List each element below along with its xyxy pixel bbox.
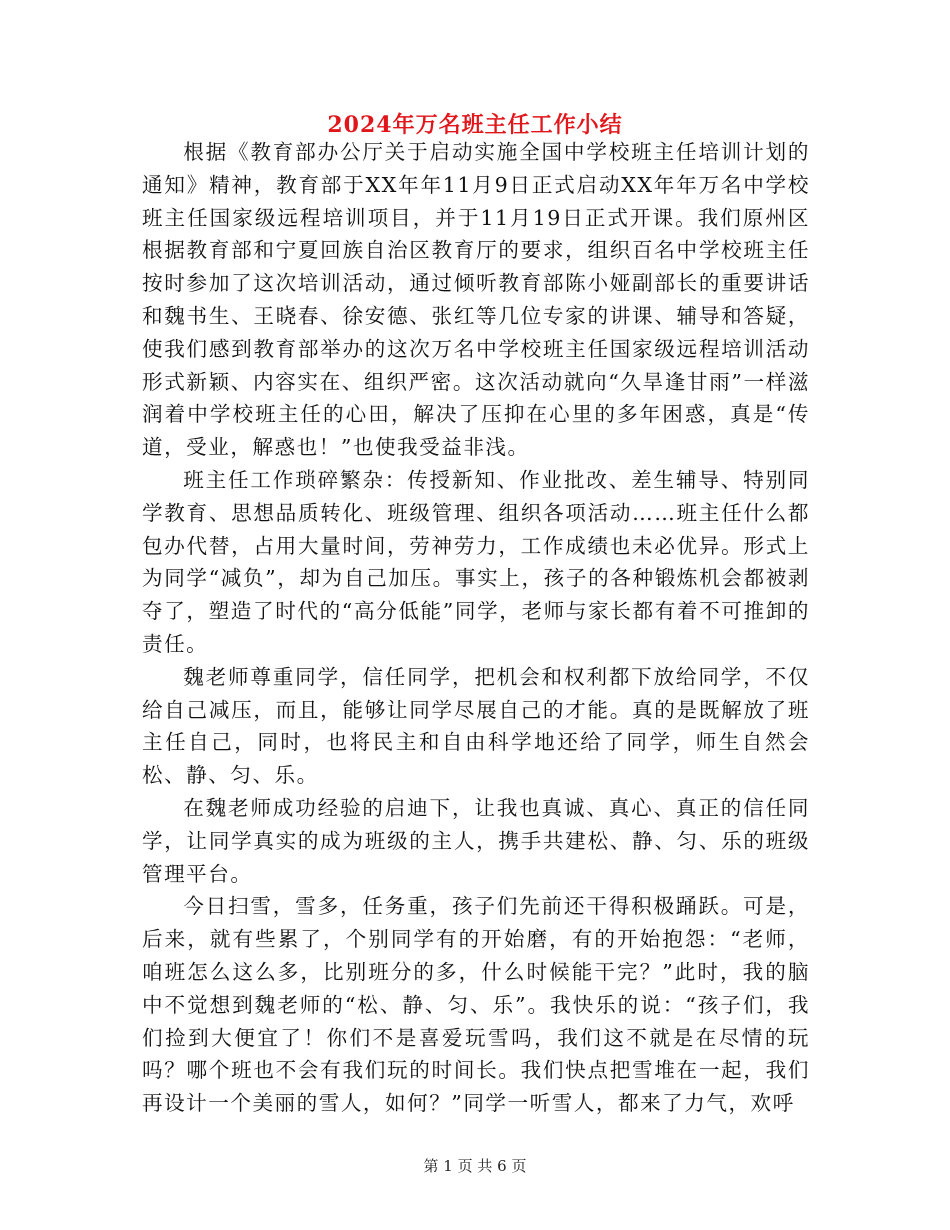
document-title: 2024年万名班主任工作小结 [327, 112, 623, 138]
paragraph-4: 在魏老师成功经验的启迪下，让我也真诚、真心、真正的信任同学，让同学真实的成为班级的主人，携手共建松、静、匀、乐的班级管理平台。 [142, 795, 810, 886]
document-body [142, 136, 810, 1120]
paragraph-2: 班主任工作琐碎繁杂：传授新知、作业批改、差生辅导、特别同学教育、思想品质转化、班级管理、组织各项活动……班主任什么都包办代替，占用大量时间，劳神劳力，工作成绩也未必优异。形式上为同学“减负”，却为自己加压。事实上，孩子的各种锻炼机会都被剥夺了，塑造了时代的“高分低能”同学，老师与家长都有着不可推卸的责任。 [142, 467, 810, 656]
paragraph-5: 今日扫雪，雪多，任务重，孩子们先前还干得积极踊跃。可是，后来，就有些累了，个别同学有的开始磨，有的开始抱怨：“老师，咱班怎么这么多，比别班分的多，什么时候能干完？”此时，我的脑中不觉想到魏老师的“松、静、匀、乐”。我快乐的说：“孩子们，我们捡到大便宜了！你们不是喜爱玩雪吗，我们这不就是在尽情的玩吗？哪个班也不会有我们玩的时间长。我们快点把雪堆在一起，我们再设计一个美丽的雪人，如何？”同学一听雪人，都来了力气，欢呼 [142, 894, 810, 1116]
paragraph-1: 根据《教育部办公厅关于启动实施全国中学校班主任培训计划的通知》精神，教育部于XX年年11月9日正式启动XX年年万名中学校班主任国家级远程培训项目，并于11月19日正式开课。我们原州区根据教育部和宁夏回族自治区教育厅的要求，组织百名中学校班主任按时参加了这次培训活动，通过倾听教育部陈小娅副部长的重要讲话和魏书生、王晓春、徐安德、张红等几位专家的讲课、辅导和答疑，使我们感到教育部举办的这次万名中学校班主任国家级远程培训活动形式新颖、内容实在、组织严密。这次活动就向“久旱逢甘雨”一样滋润着中学校班主任的心田，解决了压抑在心里的多年困惑，真是“传道，受业，解惑也！”也使我受益非浅。 [142, 140, 810, 460]
paragraph-3: 魏老师尊重同学，信任同学，把机会和权利都下放给同学，不仅给自己减压，而且，能够让同学尽展自己的才能。真的是既解放了班主任自己，同时，也将民主和自由科学地还给了同学，师生自然会松、静、匀、乐。 [142, 664, 810, 788]
page-number-footer: 第 1 页 共 6 页 [423, 1157, 527, 1175]
